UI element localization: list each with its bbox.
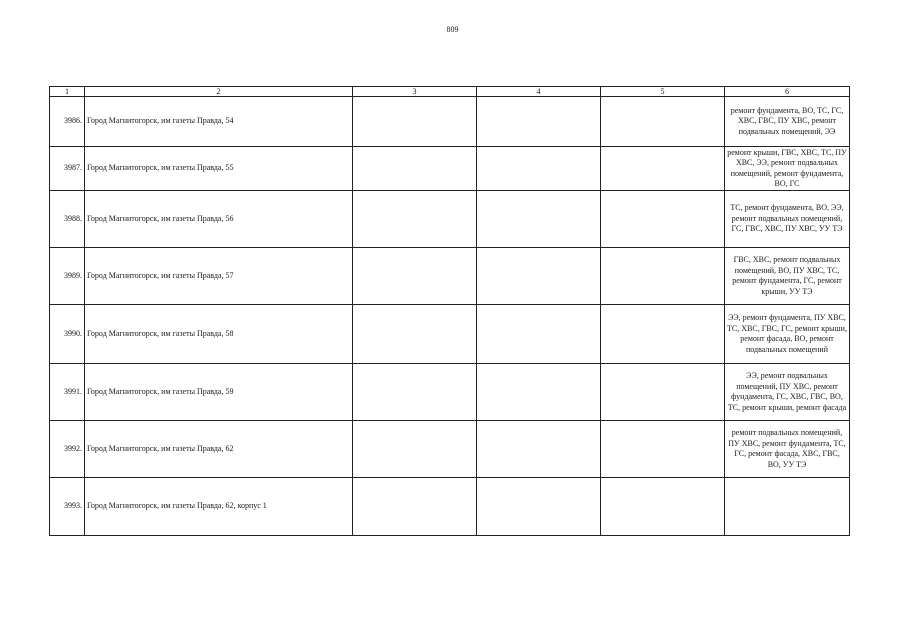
column-header-5: 5 xyxy=(601,87,725,97)
works-cell: ГВС, ХВС, ремонт подвальных помещений, ВО, ПУ ХВС, ТС, ремонт фундамента, ГС, ремонт крыши, УУ ТЭ xyxy=(725,248,850,305)
address-cell: Город Магнитогорск, им газеты Правда, 54 xyxy=(85,97,353,147)
cell-col3 xyxy=(353,97,477,147)
cell-col3 xyxy=(353,364,477,421)
column-header-1: 1 xyxy=(50,87,85,97)
works-cell: ЭЭ, ремонт подвальных помещений, ПУ ХВС, ремонт фундамента, ГС, ХВС, ГВС, ВО, ТС, ремонт крыши, ремонт фасада xyxy=(725,364,850,421)
cell-col4 xyxy=(477,97,601,147)
cell-col5 xyxy=(601,147,725,191)
address-cell: Город Магнитогорск, им газеты Правда, 57 xyxy=(85,248,353,305)
table-row xyxy=(50,364,850,421)
cell-col3 xyxy=(353,478,477,536)
address-cell: Город Магнитогорск, им газеты Правда, 62 xyxy=(85,421,353,478)
row-number: 3989. xyxy=(50,248,85,305)
page-number: 809 xyxy=(446,25,459,34)
row-number: 3991. xyxy=(50,364,85,421)
cell-col5 xyxy=(601,191,725,248)
table-row xyxy=(50,421,850,478)
row-number: 3990. xyxy=(50,305,85,364)
table-row xyxy=(50,305,850,364)
register-table xyxy=(49,86,850,536)
row-number: 3986. xyxy=(50,97,85,147)
cell-col3 xyxy=(353,421,477,478)
column-header-2: 2 xyxy=(85,87,353,97)
cell-col5 xyxy=(601,478,725,536)
address-cell: Город Магнитогорск, им газеты Правда, 62, корпус 1 xyxy=(85,478,353,536)
cell-col5 xyxy=(601,364,725,421)
works-cell: ремонт фундамента, ВО, ТС, ГС, ХВС, ГВС, ПУ ХВС, ремонт подвальных помещений, ЭЭ xyxy=(725,97,850,147)
table-row xyxy=(50,478,850,536)
header-row xyxy=(50,87,850,97)
works-cell: ремонт подвальных помещений, ПУ ХВС, ремонт фундамента, ТС, ГС, ремонт фасада, ХВС, ГВС, ВО, УУ ТЭ xyxy=(725,421,850,478)
cell-col3 xyxy=(353,147,477,191)
table-row xyxy=(50,248,850,305)
cell-col5 xyxy=(601,305,725,364)
address-cell: Город Магнитогорск, им газеты Правда, 55 xyxy=(85,147,353,191)
cell-col4 xyxy=(477,364,601,421)
column-header-4: 4 xyxy=(477,87,601,97)
row-number: 3987. xyxy=(50,147,85,191)
column-header-3: 3 xyxy=(353,87,477,97)
cell-col4 xyxy=(477,421,601,478)
cell-col5 xyxy=(601,248,725,305)
address-cell: Город Магнитогорск, им газеты Правда, 58 xyxy=(85,305,353,364)
cell-col5 xyxy=(601,97,725,147)
row-number: 3992. xyxy=(50,421,85,478)
cell-col4 xyxy=(477,478,601,536)
cell-col4 xyxy=(477,305,601,364)
works-cell: ЭЭ, ремонт фундамента, ПУ ХВС, ТС, ХВС, ГВС, ГС, ремонт крыши, ремонт фасада, ВО, ремонт подвальных помещений xyxy=(725,305,850,364)
cell-col4 xyxy=(477,147,601,191)
column-header-6: 6 xyxy=(725,87,850,97)
row-number: 3993. xyxy=(50,478,85,536)
cell-col4 xyxy=(477,191,601,248)
works-cell xyxy=(725,478,850,536)
row-number: 3988. xyxy=(50,191,85,248)
table-row xyxy=(50,97,850,147)
address-cell: Город Магнитогорск, им газеты Правда, 56 xyxy=(85,191,353,248)
cell-col3 xyxy=(353,305,477,364)
address-cell: Город Магнитогорск, им газеты Правда, 59 xyxy=(85,364,353,421)
table-row xyxy=(50,147,850,191)
cell-col4 xyxy=(477,248,601,305)
cell-col5 xyxy=(601,421,725,478)
cell-col3 xyxy=(353,248,477,305)
works-cell: ремонт крыши, ГВС, ХВС, ТС, ПУ ХВС, ЭЭ, ремонт подвальных помещений, ремонт фундамента, ВО, ГС xyxy=(725,147,850,191)
table-row xyxy=(50,191,850,248)
works-cell: ТС, ремонт фундамента, ВО, ЭЭ, ремонт подвальных помещений, ГС, ГВС, ХВС, ПУ ХВС, УУ ТЭ xyxy=(725,191,850,248)
cell-col3 xyxy=(353,191,477,248)
